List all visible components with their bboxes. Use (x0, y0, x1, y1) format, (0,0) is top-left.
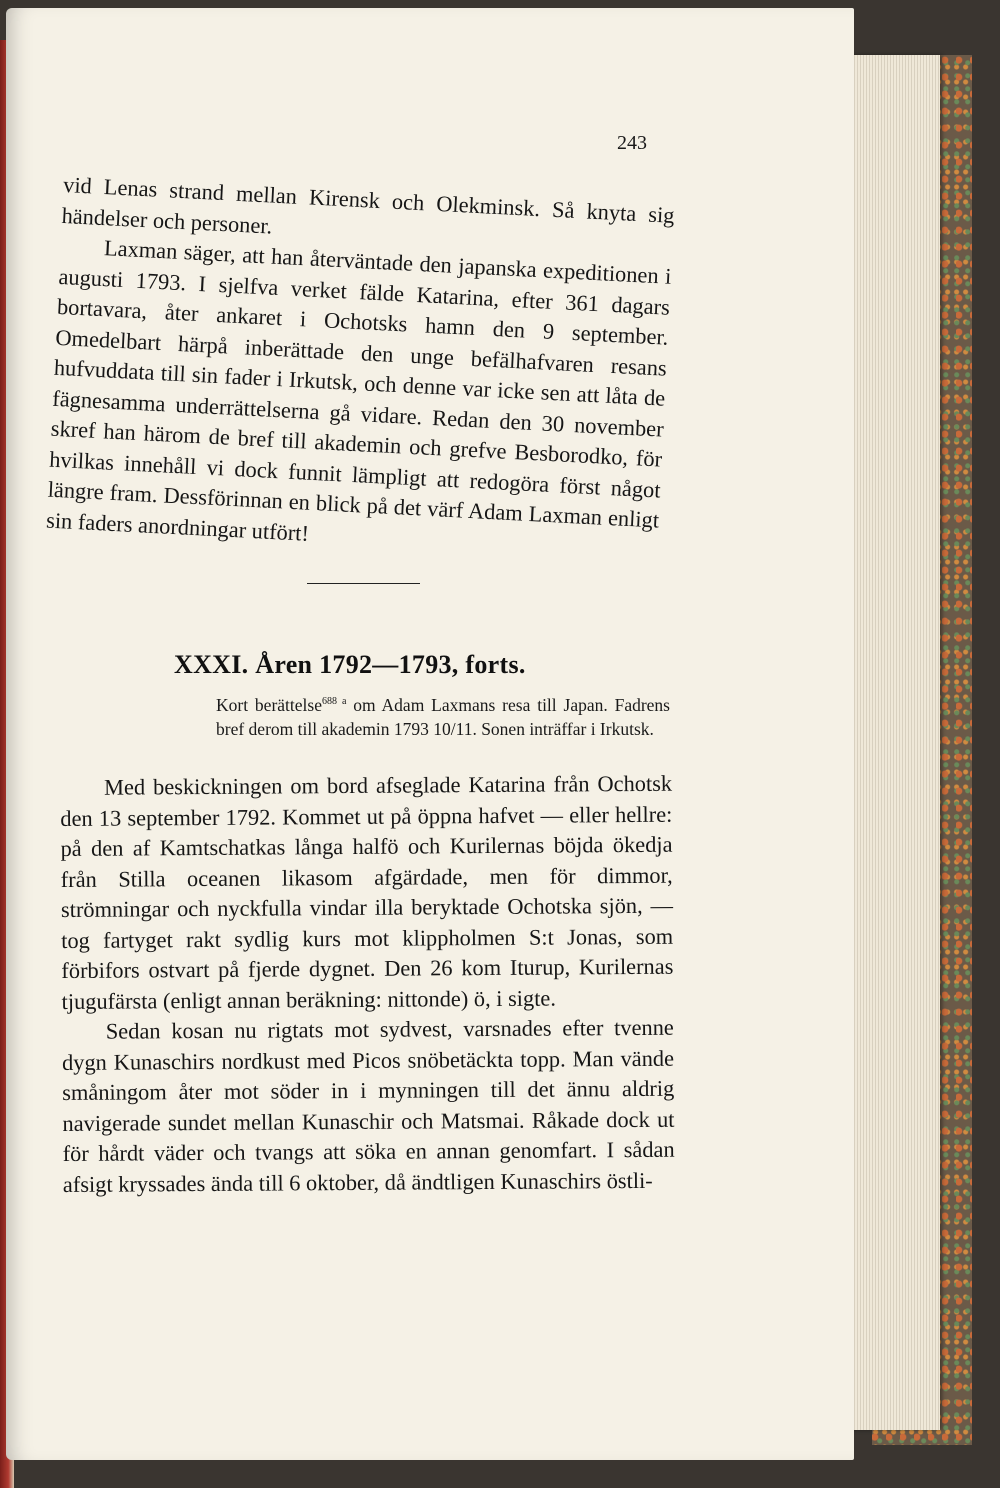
summary-text: Kort berättelse (216, 694, 322, 715)
summary-text: om Adam Laxmans resa till Japan. Fadrens bref derom till akademin 1793 10/11. Sonen inträffar i Irkutsk. (216, 694, 670, 739)
page-number: 243 (617, 132, 647, 154)
paragraph: vid Lenas strand mellan Kirensk och Olekminsk. Så knyta sig händelser och personer. (61, 171, 676, 239)
footnote-ref: 688 a (321, 696, 347, 707)
paragraph: Sedan kosan nu rigtats mot sydvest, varsnades efter tvenne dygn Kunaschirs nordkust med Picos snöbetäckta topp. Man vände småningom åter mot söder in i mynningen till det ännu aldrig navigerade sundet mellan Kunaschir och Matsmai. Råkade dock ut för hårdt väder och tvangs att söka en annan genomfart. I sådan afsigt kryssades ända till 6 oktober, då ändtligen Kunaschirs östli- (61, 1014, 675, 1197)
paragraph: Laxman säger, att han återväntade den japanska expeditionen i augusti 1793. I sjelfva verket fälde Katarina, efter 361 dagars bortavara, åter ankaret i Ochotsks hamn den 9 september. Omedelbart härpå inberättade den unge befälhafvaren resans hufvuddata till sin fader i Irkutsk, och denne var icke sen att låta de fägnesamma underrättelserna gå vidare. Redan den 30 november skref han härom de bref till akademin och grefve Besborodko, för hvilkas innehåll vi dock funnit lämpligt att redogöra först något längre fram. Dessförinnan en blick på det värf Adam Laxman enligt sin faders anordningar utfört! (45, 235, 673, 546)
paragraph: Med beskickningen om bord afseglade Katarina från Ochotsk den 13 september 1792. Kommet ut på öppna hafvet — eller hellre: på den af Kamtschatkas långa halfö och Kurilernas böjda ökedja från Stilla oceanen likasom afgärdade, men för dimmor, strömningar och nyckfulla vindar illa beryktade Ochotska sjön, — tog fartyget rakt sydlig kurs mot klippholmen S:t Jonas, som förbifors ostvart på fjerde dygnet. Den 26 kom Iturup, Kurilernas tjugufärsta (enligt annan beräkning: nittonde) ö, i sigte. (60, 770, 674, 1014)
chapter-summary (216, 690, 670, 741)
top-text (45, 170, 675, 566)
page-stack (840, 55, 940, 1430)
chapter-heading: XXXI. Åren 1792—1793, forts. (174, 650, 526, 679)
section-divider (307, 583, 420, 584)
bottom-text (60, 769, 675, 1200)
